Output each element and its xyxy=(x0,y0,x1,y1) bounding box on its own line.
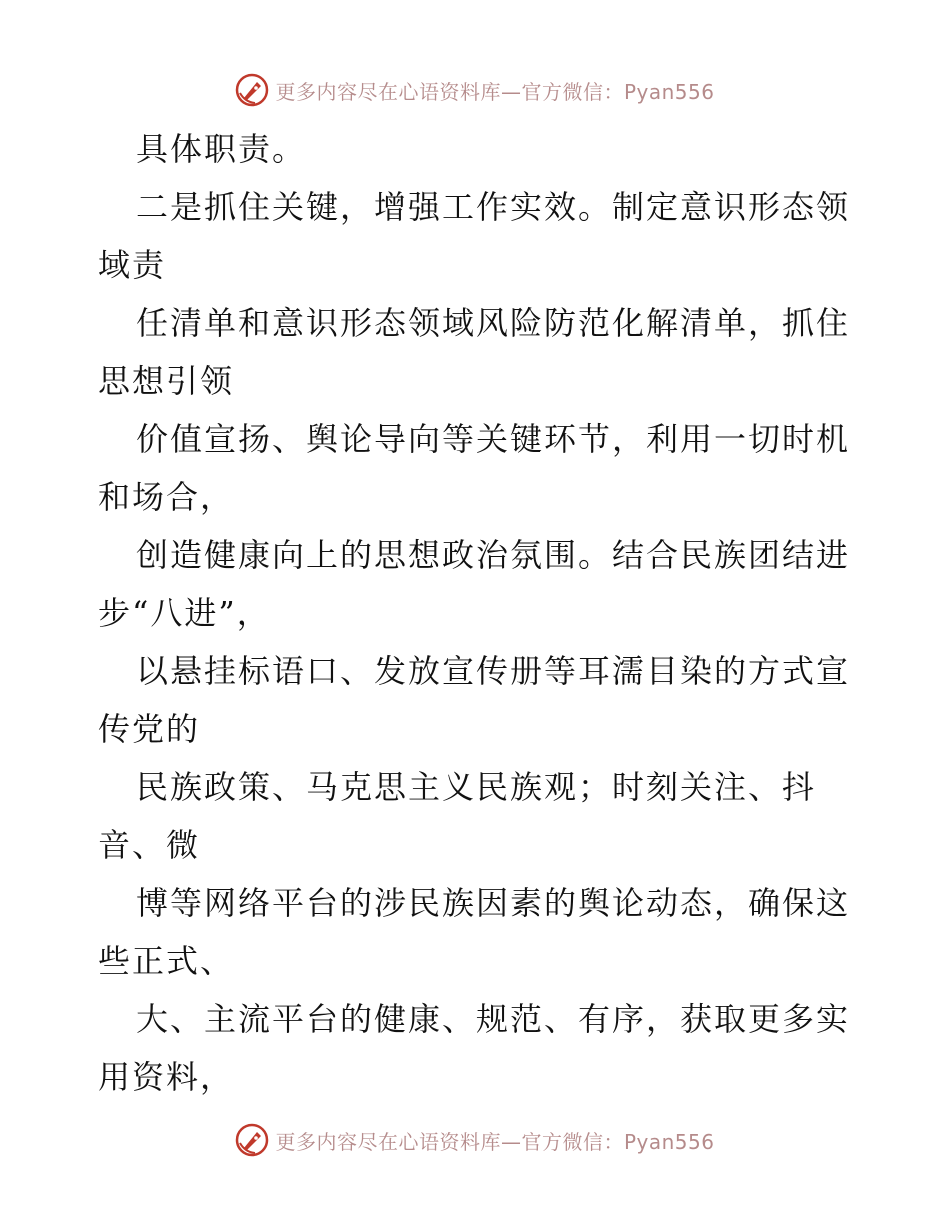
body-line: 思想引领 xyxy=(98,362,235,400)
header-brand xyxy=(235,73,714,107)
body-line: 步“八进”， xyxy=(98,594,271,632)
body-line: 音、微 xyxy=(98,826,201,864)
footer-watermark-text: 更多内容尽在心语资料库—官方微信：Pyan556 xyxy=(275,1129,715,1154)
footer-brand xyxy=(235,1123,714,1157)
header-watermark-text: 更多内容尽在心语资料库—官方微信：Pyan556 xyxy=(275,79,715,104)
body-line: 具体职责。 xyxy=(136,130,307,168)
body-line: 博等网络平台的涉民族因素的舆论动态，确保这 xyxy=(136,884,851,922)
page-footer xyxy=(0,1120,950,1160)
body-line: 大、主流平台的健康、规范、有序，获取更多实 xyxy=(136,1000,851,1038)
body-line: 传党的 xyxy=(98,710,201,748)
body-line: 民族政策、马克思主义民族观；时刻关注、抖 xyxy=(136,768,817,806)
body-line: 二是抓住关键，增强工作实效。制定意识形态领 xyxy=(136,188,851,226)
page-header xyxy=(0,70,950,110)
body-line: 域责 xyxy=(98,246,167,284)
body-line: 创造健康向上的思想政治氛围。结合民族团结进 xyxy=(136,536,851,574)
body-line: 和场合， xyxy=(98,478,235,516)
body-line: 以悬挂标语口、发放宣传册等耳濡目染的方式宣 xyxy=(136,652,851,690)
document-body xyxy=(98,120,858,1106)
body-line: 些正式、 xyxy=(98,942,235,980)
pen-nib-logo-icon xyxy=(235,73,269,107)
pen-nib-logo-icon xyxy=(235,1123,269,1157)
body-line: 价值宣扬、舆论导向等关键环节，利用一切时机 xyxy=(136,420,851,458)
body-line: 用资料， xyxy=(98,1058,235,1096)
body-line: 任清单和意识形态领域风险防范化解清单，抓住 xyxy=(136,304,851,342)
